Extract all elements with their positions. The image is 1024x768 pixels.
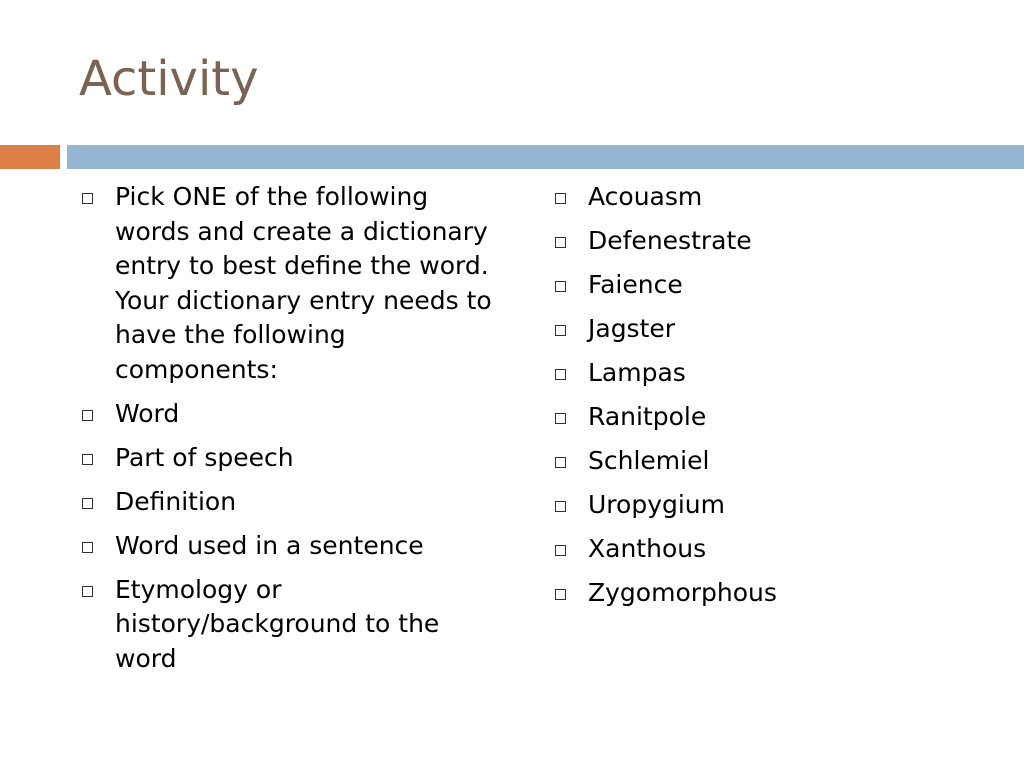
list-item — [553, 444, 993, 479]
square-bullet-icon — [555, 237, 566, 248]
list-item — [80, 529, 500, 564]
list-item-text: Word used in a sentence — [115, 530, 424, 560]
list-item-text: Pick ONE of the following words and create a dictionary entry to best define the word. Your dictionary entry needs to have the following components: — [115, 182, 492, 384]
list-item — [553, 224, 993, 259]
list-item-text: Word — [115, 398, 180, 428]
square-bullet-icon — [82, 410, 93, 421]
square-bullet-icon — [82, 454, 93, 465]
word-text: Schlemiel — [588, 446, 710, 475]
list-item — [553, 180, 993, 215]
list-item-text: Etymology or history/background to the word — [115, 574, 440, 673]
list-item — [80, 180, 500, 387]
word-text: Faience — [588, 270, 683, 299]
slide-title: Activity — [79, 51, 259, 107]
square-bullet-icon — [82, 542, 93, 553]
list-item — [553, 356, 993, 391]
list-item-text: Part of speech — [115, 442, 294, 472]
word-text: Uropygium — [588, 490, 725, 519]
list-item — [553, 488, 993, 523]
list-item-text: Definition — [115, 486, 237, 516]
word-text: Jagster — [588, 314, 676, 343]
list-item — [553, 268, 993, 303]
square-bullet-icon — [555, 281, 566, 292]
list-item — [80, 485, 500, 520]
list-item — [553, 312, 993, 347]
square-bullet-icon — [555, 457, 566, 468]
instructions-list — [80, 180, 500, 686]
list-item — [80, 573, 500, 677]
list-item — [553, 532, 993, 567]
title-divider-bar — [67, 145, 1024, 169]
accent-bar — [0, 145, 60, 169]
square-bullet-icon — [82, 498, 93, 509]
word-text: Acouasm — [588, 182, 703, 211]
square-bullet-icon — [555, 589, 566, 600]
square-bullet-icon — [555, 325, 566, 336]
word-text: Lampas — [588, 358, 686, 387]
word-text: Defenestrate — [588, 226, 752, 255]
square-bullet-icon — [555, 545, 566, 556]
word-text: Xanthous — [588, 534, 707, 563]
square-bullet-icon — [82, 586, 93, 597]
square-bullet-icon — [555, 501, 566, 512]
square-bullet-icon — [82, 193, 93, 204]
square-bullet-icon — [555, 413, 566, 424]
word-text: Zygomorphous — [588, 578, 777, 607]
list-item — [80, 397, 500, 432]
list-item — [553, 400, 993, 435]
square-bullet-icon — [555, 193, 566, 204]
word-text: Ranitpole — [588, 402, 707, 431]
square-bullet-icon — [555, 369, 566, 380]
word-list — [553, 180, 993, 620]
list-item — [80, 441, 500, 476]
list-item — [553, 576, 993, 611]
